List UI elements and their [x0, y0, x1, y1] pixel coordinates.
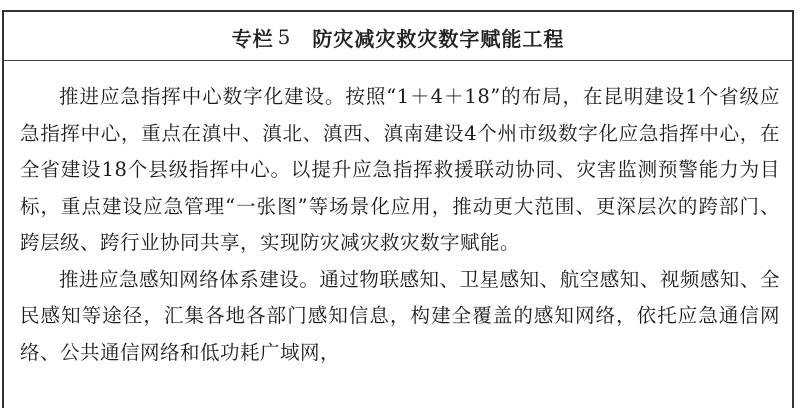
- paragraph-emergency-command-center: 推进应急指挥中心数字化建设。按照“1＋4＋18”的布局，在昆明建设1个省级应急指挥中心，重点在滇中、滇北、滇西、滇南建设4个州市级数字化应急指挥中心，在全省建设18个县级指挥中心。以提升应急指挥救援联动协同、灾害监测预警能力为目标，重点建设应急管理“一张图”等场景化应用，推动更大范围、更深层次的跨部门、跨层级、跨行业协同共享，实现防灾减灾救灾数字赋能。: [20, 85, 780, 254]
- column-title-bar: [4, 12, 792, 61]
- column-box: [2, 10, 794, 408]
- column-title: 防灾减灾救灾数字赋能工程: [312, 26, 565, 51]
- column-label: 专栏: [231, 26, 274, 51]
- paragraph-emergency-sensing-network: 推进应急感知网络体系建设。通过物联感知、卫星感知、航空感知、视频感知、全民感知等途径，汇集各地各部门感知信息，构建全覆盖的感知网络，依托应急通信网络、公共通信网络和低功耗广域网，: [20, 267, 780, 364]
- column-content: [4, 61, 792, 371]
- column-number: 5: [277, 25, 291, 49]
